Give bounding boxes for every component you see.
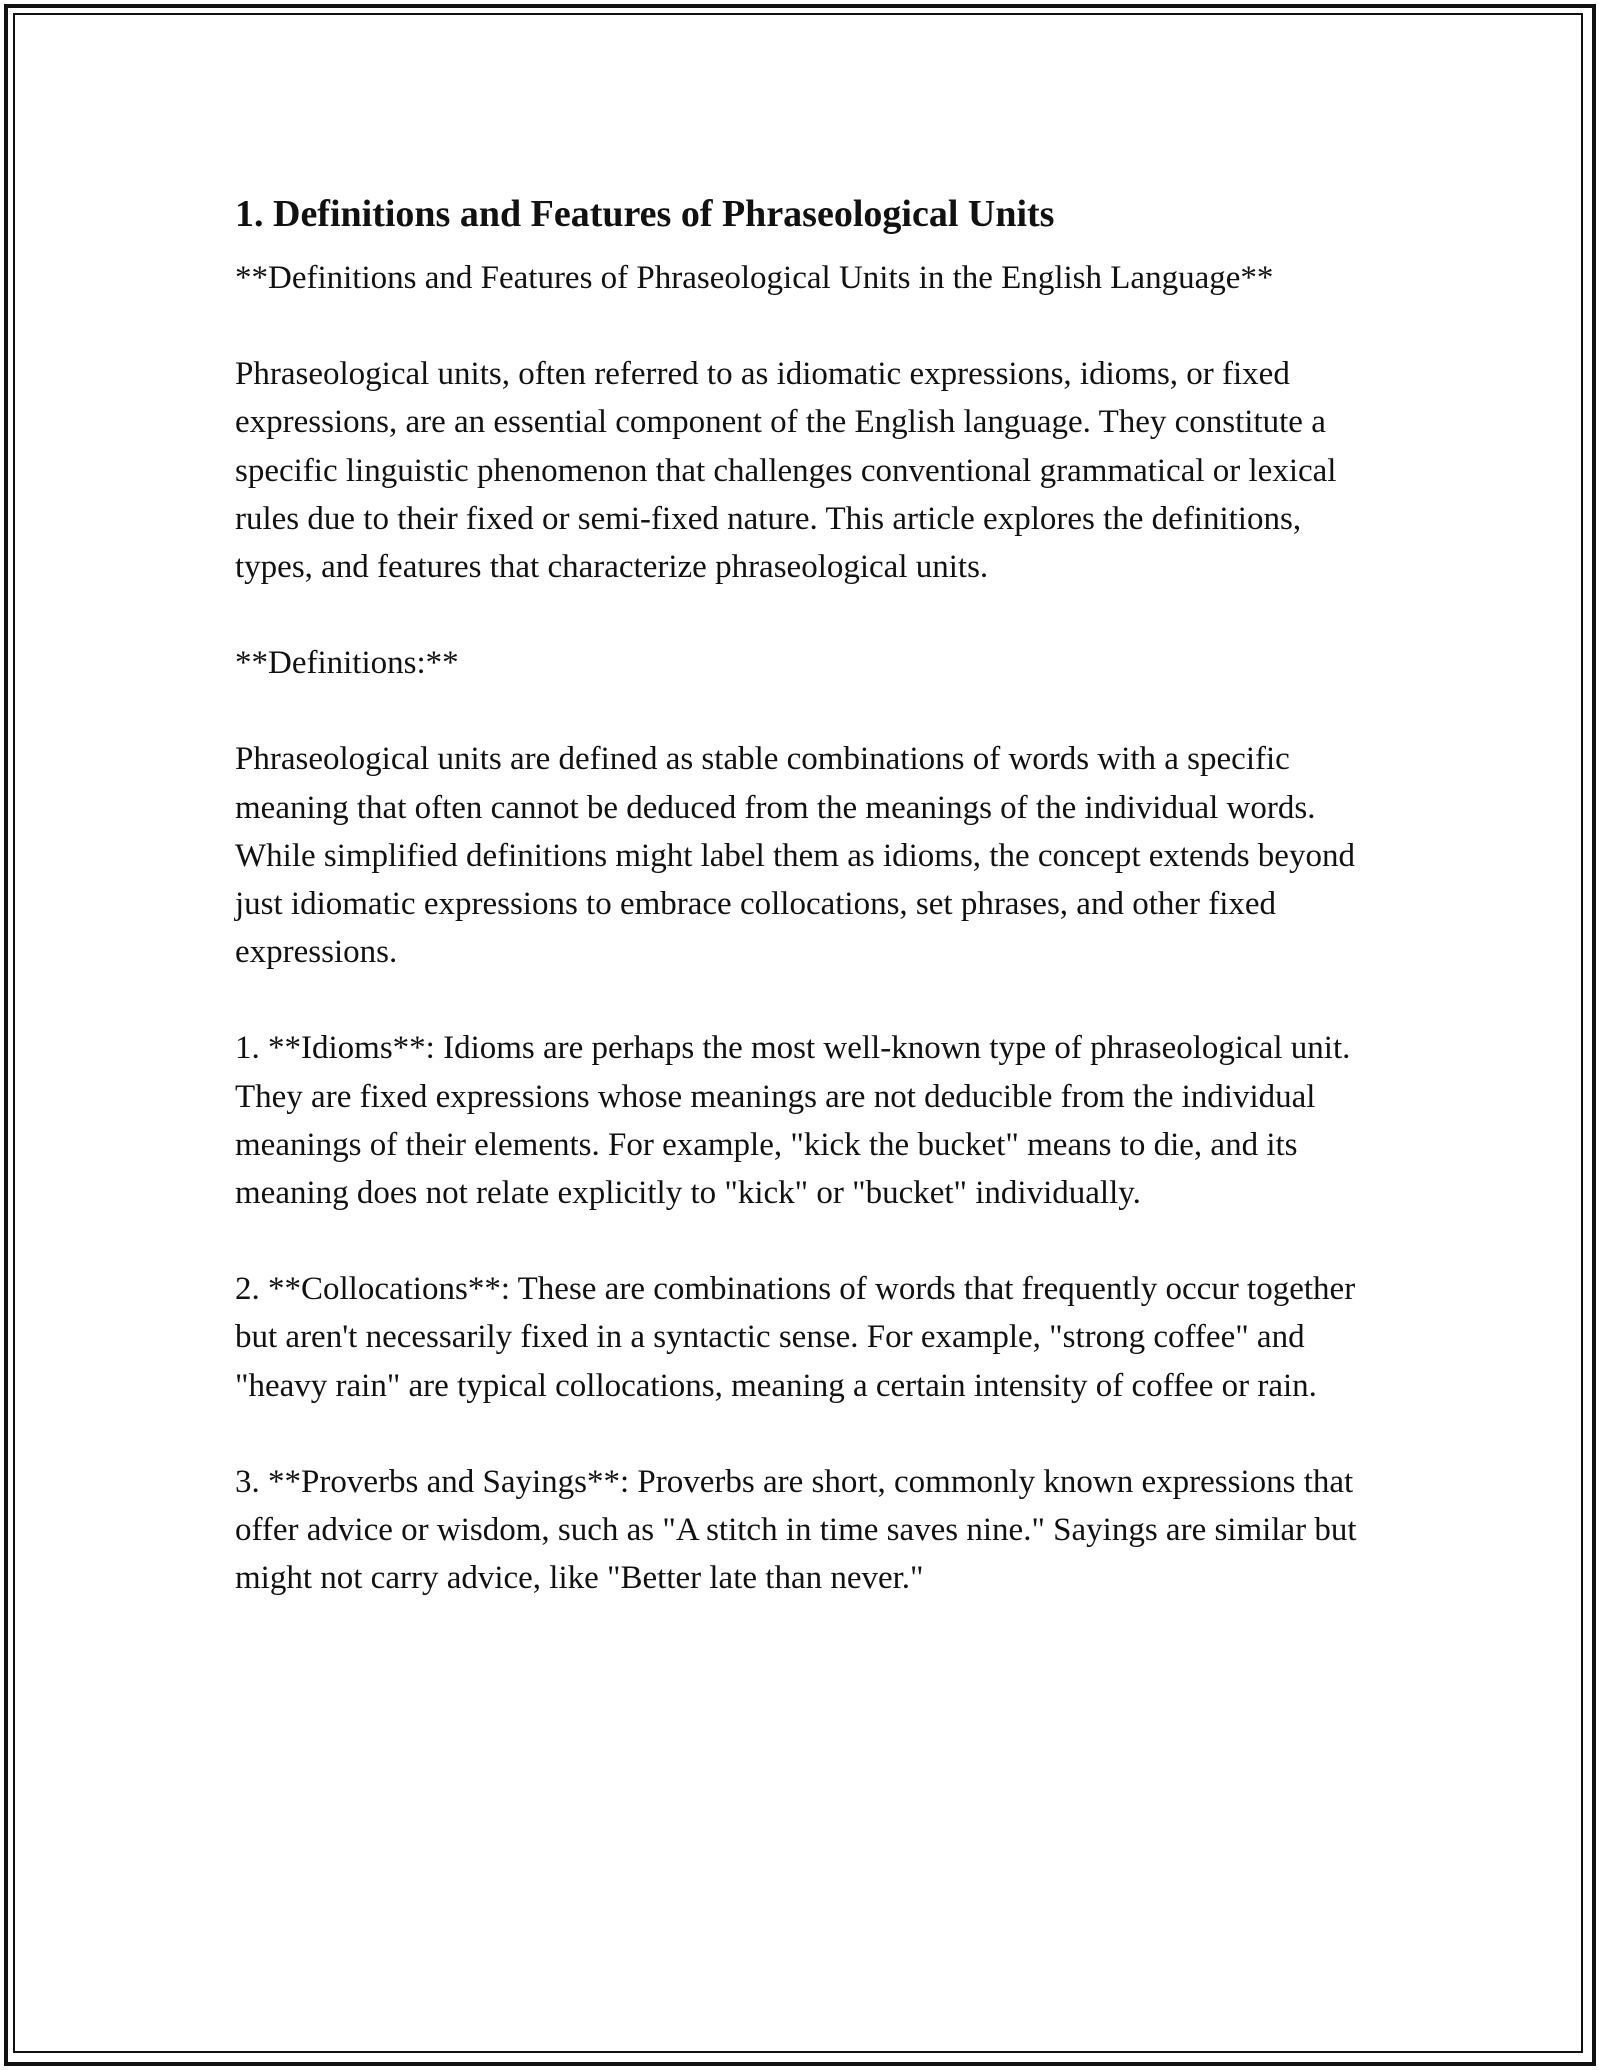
idioms-paragraph: 1. **Idioms**: Idioms are perhaps the most well-known type of phraseological unit. They are fixed expressions whose meanings are not deducible from the individual meanings of their elements. For example, "kick the bucket" means to die, and its meaning does not relate explicitly to "kick" or "bucket" individually. [235,1030,1351,1212]
proverbs-paragraph: 3. **Proverbs and Sayings**: Proverbs are short, commonly known expressions that offer advice or wisdom, such as "A stitch in time saves nine." Sayings are similar but might not carry advice, like "Better late than never." [235,1463,1357,1597]
collocations-paragraph: 2. **Collocations**: These are combinations of words that frequently occur together but aren't necessarily fixed in a syntactic sense. For example, "strong coffee" and "heavy rain" are typical collocations, meaning a certain intensity of coffee or rain. [235,1271,1356,1404]
definitions-paragraph: Phraseological units are defined as stable combinations of words with a specific meaning that often cannot be deduced from the meanings of the individual words. While simplified definitions might label them as idioms, the concept extends beyond just idiomatic expressions to embrace collocations, set phrases, and other fixed expressions. [235,741,1355,971]
document-body [235,186,1365,1650]
intro-paragraph: Phraseological units, often referred to as idiomatic expressions, idioms, or fixed expressions, are an essential component of the English language. They constitute a specific linguistic phenomenon that challenges conventional grammatical or lexical rules due to their fixed or semi-fixed nature. This article explores the definitions, types, and features that characterize phraseological units. [235,356,1337,586]
subtitle-paragraph: **Definitions and Features of Phraseological Units in the English Language** [235,260,1274,296]
document-heading: 1. Definitions and Features of Phraseological Units [235,193,1055,235]
definitions-label: **Definitions:** [235,645,459,682]
